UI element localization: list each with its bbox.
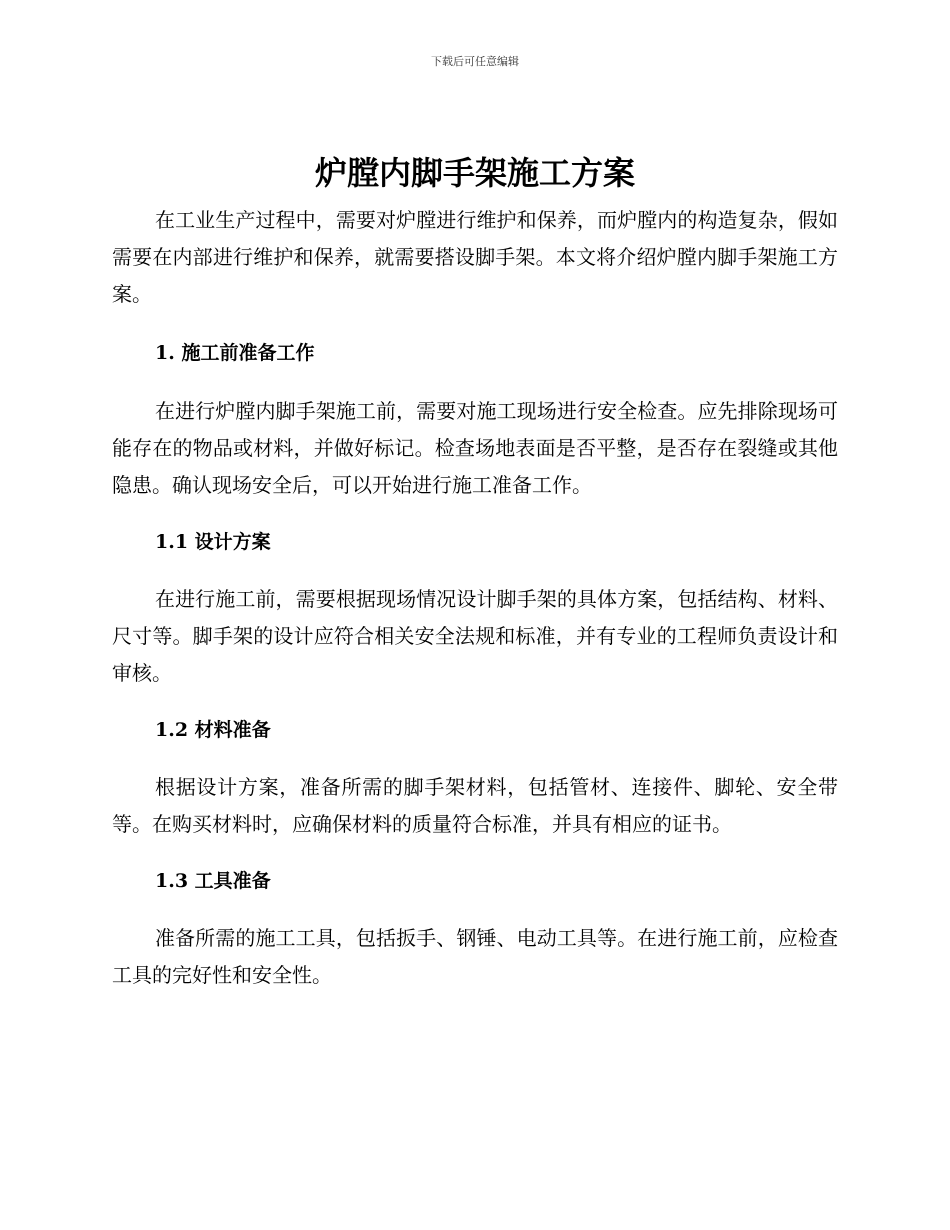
- section-heading-tools: 1.3 工具准备: [155, 870, 271, 892]
- header-note: 下载后可任意编辑: [431, 55, 519, 68]
- section-body-design: 在进行施工前，需要根据现场情况设计脚手架的具体方案，包括结构、材料、尺寸等。脚手架的设计应符合相关安全法规和标准，并有专业的工程师负责设计和审核。: [112, 587, 838, 685]
- section-body-materials: 根据设计方案，准备所需的脚手架材料，包括管材、连接件、脚轮、安全带等。在购买材料时，应确保材料的质量符合标准，并具有相应的证书。: [112, 775, 838, 836]
- section-heading-prep: 1. 施工前准备工作: [155, 342, 315, 364]
- intro-paragraph: 在工业生产过程中，需要对炉膛进行维护和保养，而炉膛内的构造复杂，假如需要在内部进行维护和保养，就需要搭设脚手架。本文将介绍炉膛内脚手架施工方案。: [112, 208, 838, 306]
- section-heading-materials: 1.2 材料准备: [155, 719, 271, 741]
- section-heading-design: 1.1 设计方案: [155, 531, 271, 553]
- section-body-prep: 在进行炉膛内脚手架施工前，需要对施工现场进行安全检查。应先排除现场可能存在的物品或材料，并做好标记。检查场地表面是否平整，是否存在裂缝或其他隐患。确认现场安全后，可以开始进行施工准备工作。: [112, 399, 838, 497]
- page-title: 炉膛内脚手架施工方案: [314, 154, 635, 192]
- document-body: [112, 202, 838, 994]
- section-body-tools: 准备所需的施工工具，包括扳手、钢锤、电动工具等。在进行施工前，应检查工具的完好性和安全性。: [112, 926, 838, 987]
